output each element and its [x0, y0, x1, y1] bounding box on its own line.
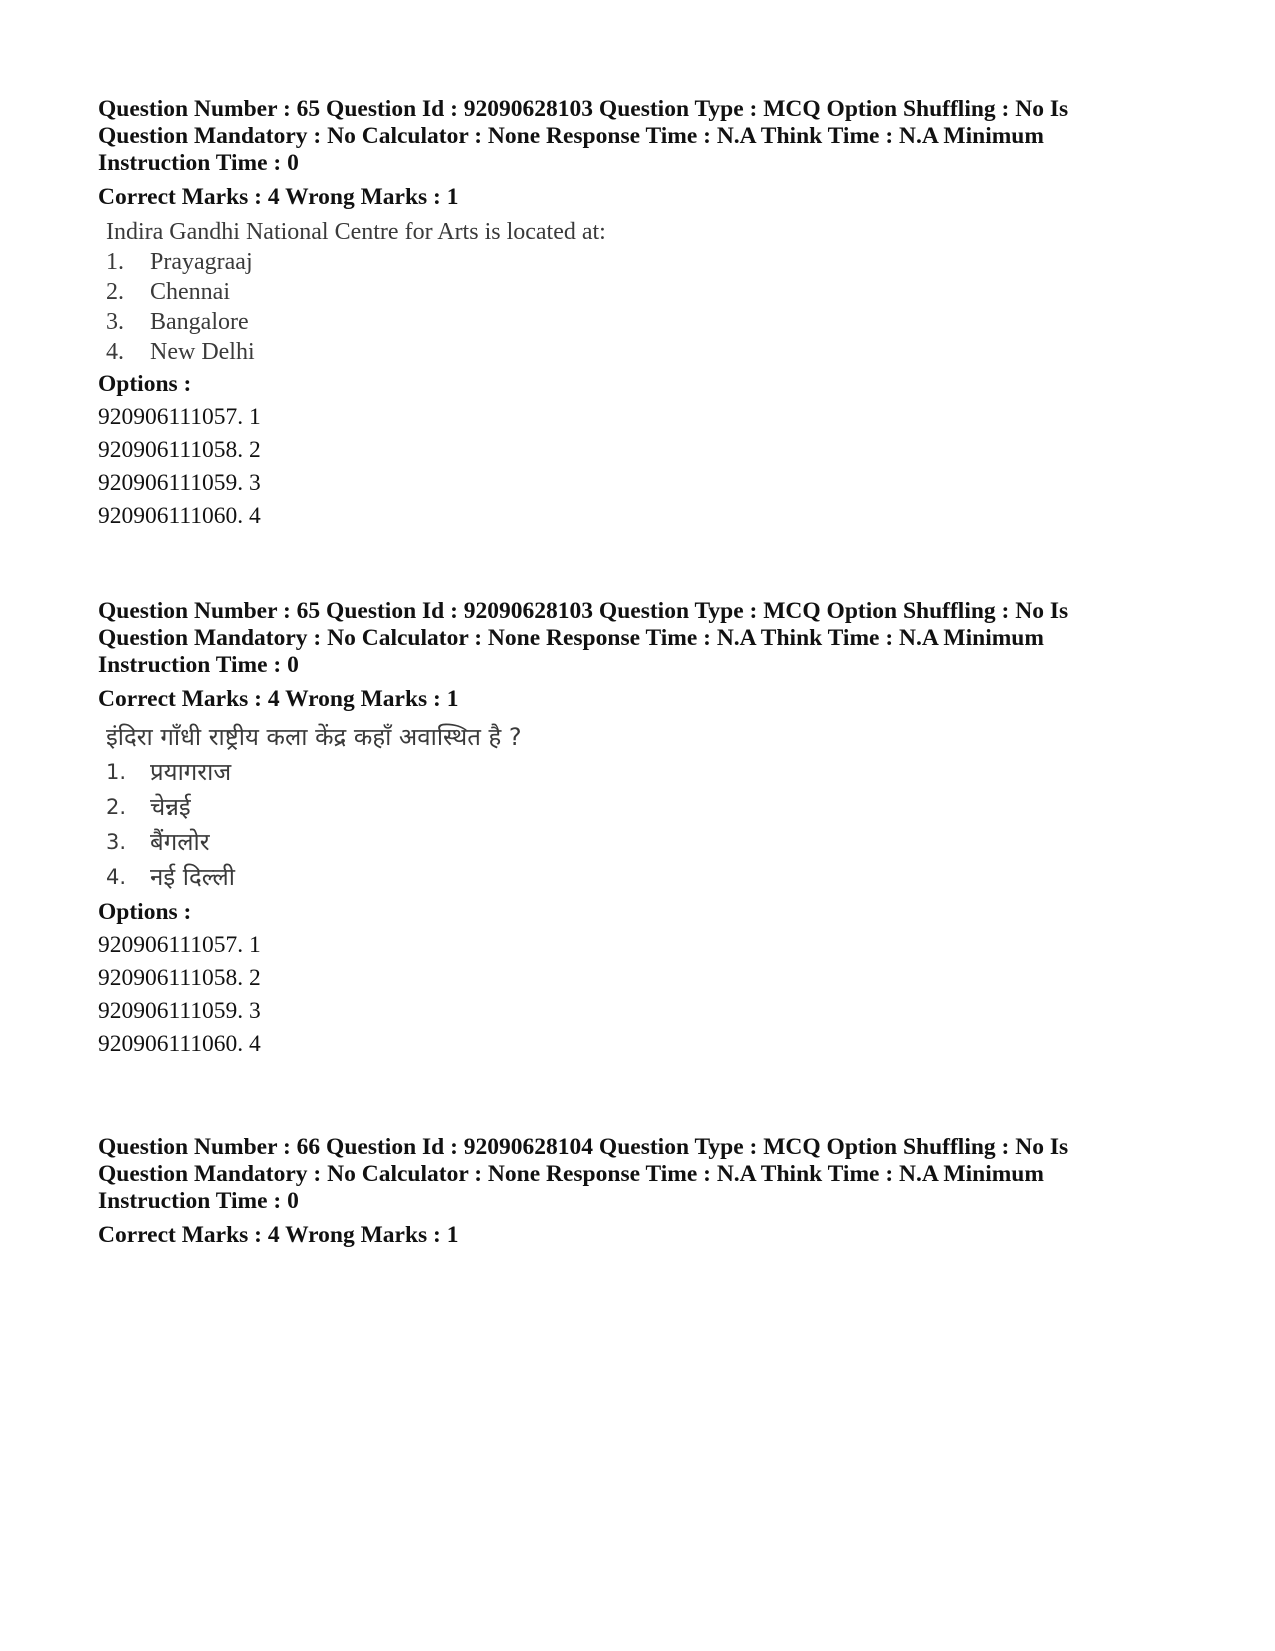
question-header-line: Question Number : 65 Question Id : 92090628103 Question Type : MCQ Option Shuffling : No Is [98, 96, 1069, 122]
choice-number: 1. [106, 249, 124, 275]
choice-item [106, 755, 1198, 790]
question-header-line: Instruction Time : 0 [98, 1188, 299, 1214]
option-item: 920906111059. 3 [98, 470, 261, 496]
options-list [98, 401, 1198, 533]
question-header [98, 96, 1198, 177]
choice-number: 2. [106, 279, 124, 305]
option-item: 920906111059. 3 [98, 998, 261, 1024]
question-block-65-hindi [98, 598, 1198, 1061]
choice-item [106, 277, 1198, 307]
choice-item [106, 860, 1198, 895]
question-image [106, 217, 1198, 367]
option-item: 920906111058. 2 [98, 965, 261, 991]
question-header-line: Instruction Time : 0 [98, 652, 299, 678]
choice-number: 1. [106, 760, 127, 784]
marks-line: Correct Marks : 4 Wrong Marks : 1 [98, 1222, 459, 1248]
choice-text: Prayagraaj [150, 249, 253, 275]
choice-text: New Delhi [150, 339, 255, 365]
choice-number: 2. [106, 795, 127, 819]
question-header-line: Question Mandatory : No Calculator : None Response Time : N.A Think Time : N.A Minimum [98, 123, 1044, 149]
choice-list [106, 755, 1198, 895]
marks-line: Correct Marks : 4 Wrong Marks : 1 [98, 686, 459, 712]
question-block-65-english [98, 96, 1198, 533]
choice-text: नई दिल्ली [150, 863, 236, 891]
question-header-line: Instruction Time : 0 [98, 150, 299, 176]
option-item: 920906111057. 1 [98, 932, 261, 958]
question-text: Indira Gandhi National Centre for Arts is located at: [106, 219, 606, 245]
option-item: 920906111058. 2 [98, 437, 261, 463]
choice-number: 4. [106, 339, 124, 365]
choice-text: Chennai [150, 279, 230, 305]
question-text: इंदिरा गाँधी राष्ट्रीय कला केंद्र कहाँ अवास्थित है ? [106, 723, 522, 751]
choice-text: प्रयागराज [150, 758, 232, 786]
question-header [98, 1134, 1198, 1215]
choice-item [106, 337, 1198, 367]
question-block-66 [98, 1134, 1198, 1249]
choice-number: 3. [106, 830, 127, 854]
options-title: Options : [98, 371, 192, 397]
choice-item [106, 825, 1198, 860]
question-image [106, 719, 1198, 895]
option-item: 920906111060. 4 [98, 1031, 261, 1057]
choice-number: 4. [106, 865, 127, 889]
question-header-line: Question Mandatory : No Calculator : None Response Time : N.A Think Time : N.A Minimum [98, 625, 1044, 651]
marks-line: Correct Marks : 4 Wrong Marks : 1 [98, 184, 459, 210]
option-item: 920906111060. 4 [98, 503, 261, 529]
choice-text: चेन्नई [150, 793, 191, 821]
choice-item [106, 247, 1198, 277]
question-header-line: Question Mandatory : No Calculator : None Response Time : N.A Think Time : N.A Minimum [98, 1161, 1044, 1187]
question-header [98, 598, 1198, 679]
choice-list [106, 247, 1198, 367]
options-title: Options : [98, 899, 192, 925]
question-header-line: Question Number : 65 Question Id : 92090628103 Question Type : MCQ Option Shuffling : No Is [98, 598, 1069, 624]
options-list [98, 929, 1198, 1061]
choice-item [106, 307, 1198, 337]
choice-item [106, 790, 1198, 825]
choice-number: 3. [106, 309, 124, 335]
option-item: 920906111057. 1 [98, 404, 261, 430]
choice-text: बैंगलोर [150, 828, 210, 856]
choice-text: Bangalore [150, 309, 249, 335]
question-header-line: Question Number : 66 Question Id : 92090628104 Question Type : MCQ Option Shuffling : No Is [98, 1134, 1069, 1160]
